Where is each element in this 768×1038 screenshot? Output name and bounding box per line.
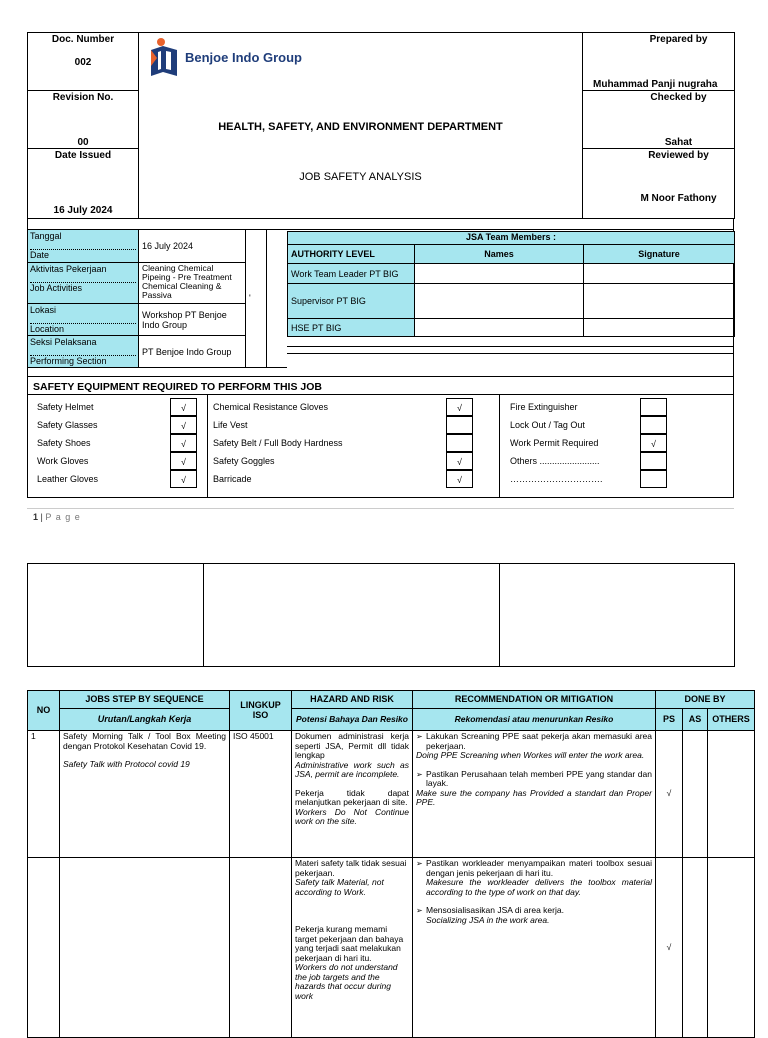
recommendation-text: Pastikan workleader menyampaikan materi toolbox sesuai dengan jenis pekerjaan di hari itu.: [426, 858, 652, 878]
seksi-label: Seksi Pelaksana: [30, 337, 97, 347]
arrow-bullet-icon: [416, 906, 426, 916]
revision-label: Revision No.: [52, 92, 114, 103]
team-name-cell: [415, 319, 584, 337]
recommendation-text: Mensosialisasikan JSA di area kerja.: [426, 905, 564, 915]
equipment-checkbox: [640, 398, 667, 416]
team-title: JSA Team Members :: [288, 232, 735, 245]
job-label: Job Activities: [30, 282, 136, 293]
divider: [207, 394, 208, 498]
col-hazard-sub: Potensi Bahaya Dan Resiko: [292, 709, 413, 731]
section-label: Performing Section: [30, 355, 136, 366]
section-label-cell: [28, 336, 139, 368]
checked-by: Sahat: [664, 137, 693, 148]
lokasi-label: Lokasi: [30, 305, 57, 315]
reviewed-label: Reviewed by: [648, 150, 709, 161]
equipment-label: Chemical Resistance Gloves: [213, 402, 329, 412]
equipment-item: [213, 398, 473, 416]
col-others-header: OTHERS: [708, 709, 755, 731]
equipment-label: Others ........................: [510, 456, 600, 466]
as-check: [683, 731, 708, 858]
equipment-checkbox: √: [170, 398, 197, 416]
row-number: [28, 858, 60, 1038]
arrow-bullet-icon: [416, 859, 426, 878]
ps-check: √: [656, 858, 683, 1038]
equipment-checkbox: √: [170, 470, 197, 488]
divider: [287, 353, 734, 354]
jsa-table: [27, 690, 755, 1038]
col-ps-header: PS: [656, 709, 683, 731]
hazard-text: Pekerja kurang memami target pekerjaan dan bahaya yang terjadi saat melakukan pekerjaan di hari itu.: [295, 924, 404, 963]
job-value: Cleaning Chemical Pipeing - Pre Treatment Chemical Cleaning & Passiva: [139, 263, 246, 304]
recommendation-cell: [413, 858, 656, 1038]
equipment-checkbox: √: [446, 470, 473, 488]
page-number: 1: [33, 512, 39, 522]
hazard-text: Pekerja tidak dapat melanjutkan pekerjaan di site.: [295, 787, 409, 807]
equipment-checkbox: [640, 452, 667, 470]
logo-icon: [149, 36, 179, 78]
equipment-item: [213, 452, 473, 470]
col-rec-sub: Rekomendasi atau menurunkan Resiko: [413, 709, 656, 731]
equipment-label: Leather Gloves: [37, 474, 99, 484]
title-cell: [139, 33, 583, 219]
equipment-checkbox: √: [170, 434, 197, 452]
divider: [499, 394, 500, 498]
col-rec-header: RECOMMENDATION OR MITIGATION: [413, 691, 656, 709]
job-label-cell: [28, 263, 139, 304]
equipment-label: Safety Goggles: [213, 456, 275, 466]
col-steps-header: JOBS STEP BY SEQUENCE: [60, 691, 230, 709]
recommendation-text-en: Makesure the workleader delivers the toolbox material according to the type of work on that day.: [426, 877, 652, 897]
divider: [287, 346, 734, 347]
hazard-text-en: Safety talk Material, not according to Work.: [295, 877, 384, 897]
equipment-item: [37, 434, 197, 452]
equipment-label: Safety Shoes: [37, 438, 91, 448]
empty-cell: [500, 564, 735, 667]
iso-cell: ISO 45001: [230, 731, 292, 858]
equipment-checkbox: √: [446, 398, 473, 416]
reviewed-cell: [583, 149, 735, 219]
others-check: [708, 731, 755, 858]
document-title: JOB SAFETY ANALYSIS: [299, 171, 422, 183]
equipment-item: [213, 470, 473, 488]
date-label: Date: [30, 249, 136, 260]
checked-cell: [583, 91, 735, 149]
equipment-label: Fire Extinguisher: [510, 402, 578, 412]
empty-cell: [28, 564, 204, 667]
equipment-label: Work Permit Required: [510, 438, 599, 448]
equipment-label: Safety Helmet: [37, 402, 94, 412]
team-row-supervisor: Supervisor PT BIG: [288, 284, 415, 319]
ps-check: √: [656, 731, 683, 858]
doc-number-label: Doc. Number: [51, 34, 115, 45]
equipment-col-3: [510, 398, 667, 488]
team-row-leader: Work Team Leader PT BIG: [288, 264, 415, 284]
team-signature-cell: [584, 319, 735, 337]
col-hazard-header: HAZARD AND RISK: [292, 691, 413, 709]
authority-header: AUTHORITY LEVEL: [288, 245, 415, 264]
document-header: [27, 32, 735, 219]
equipment-checkbox: [446, 416, 473, 434]
equipment-label: Safety Belt / Full Body Hardness: [213, 438, 343, 448]
date-value: 16 July 2024: [139, 230, 246, 263]
step-text: Safety Morning Talk / Tool Box Meeting dengan Protokol Kesehatan Covid 19.: [63, 731, 226, 751]
equipment-label: Barricade: [213, 474, 252, 484]
hazard-text-en: Workers do not understand the job targets and the hazards that occur during work: [295, 962, 398, 1001]
equipment-item: [510, 434, 667, 452]
section-value: PT Benjoe Indo Group: [139, 336, 246, 368]
page-word: P a g e: [45, 512, 81, 522]
equipment-col-1: [37, 398, 197, 488]
hazard-cell: [292, 858, 413, 1038]
prepared-label: Prepared by: [649, 34, 708, 45]
company-name: Benjoe Indo Group: [185, 49, 302, 65]
date-issued-value: 16 July 2024: [53, 205, 113, 216]
equipment-checkbox: √: [446, 452, 473, 470]
recommendation-item: [416, 859, 652, 878]
hazard-text-en: Administrative work such as JSA, permit are incomplete.: [295, 759, 409, 779]
equipment-label: Life Vest: [213, 420, 248, 430]
location-value: Workshop PT Benjoe Indo Group: [139, 304, 246, 336]
recommendation-text-en: Doing PPE Screaning when Workes will enter the work area.: [416, 750, 645, 760]
equipment-label: ………………………….: [510, 474, 603, 484]
equipment-item: [37, 398, 197, 416]
arrow-bullet-icon: [416, 770, 426, 789]
step-cell: [60, 731, 230, 858]
recommendation-text-en: Make sure the company has Provided a standart dan Proper PPE.: [416, 787, 652, 807]
page-two-header: [27, 563, 735, 667]
equipment-col-2: [213, 398, 473, 488]
equipment-item: [510, 470, 667, 488]
equipment-item: [213, 416, 473, 434]
equipment-checkbox: [640, 416, 667, 434]
revision-cell: [28, 91, 139, 149]
col-no-header: NO: [28, 691, 60, 731]
aktivitas-label: Aktivitas Pekerjaan: [30, 264, 107, 274]
signature-header: Signature: [584, 245, 735, 264]
equipment-item: [37, 470, 197, 488]
divider: [27, 394, 734, 395]
step-cell: [60, 858, 230, 1038]
equipment-item: [37, 452, 197, 470]
location-label-cell: [28, 304, 139, 336]
equipment-checkbox: [640, 470, 667, 488]
team-name-cell: [415, 284, 584, 319]
equipment-item: [510, 416, 667, 434]
equipment-label: Safety Glasses: [37, 420, 98, 430]
department-title: HEALTH, SAFETY, AND ENVIRONMENT DEPARTMENT: [218, 121, 503, 133]
date-label-cell: [28, 230, 139, 263]
team-name-cell: [415, 264, 584, 284]
equipment-item: [213, 434, 473, 452]
prepared-cell: [583, 33, 735, 91]
equipment-checkbox: √: [640, 434, 667, 452]
table-row: [28, 731, 755, 858]
others-check: [708, 858, 755, 1038]
equipment-item: [510, 452, 667, 470]
divider: [27, 367, 287, 368]
doc-number-value: 002: [74, 57, 92, 68]
team-signature-cell: [584, 264, 735, 284]
tanggal-label: Tanggal: [30, 231, 62, 241]
iso-cell: [230, 858, 292, 1038]
equipment-checkbox: √: [170, 452, 197, 470]
equipment-checkbox: √: [170, 416, 197, 434]
job-info-table: [27, 229, 246, 368]
names-header: Names: [415, 245, 584, 264]
col-done-header: DONE BY: [656, 691, 755, 709]
location-label: Location: [30, 323, 136, 334]
hazard-text: Dokumen administrasi kerja seperti JSA, Permit dll tidak lengkap: [295, 731, 409, 760]
equipment-label: Lock Out / Tag Out: [510, 420, 585, 430]
recommendation-item: [416, 770, 652, 789]
col-iso-header: LINGKUP ISO: [230, 691, 292, 731]
equipment-item: [37, 416, 197, 434]
divider: [27, 376, 734, 377]
recommendation-text: Pastikan Perusahaan telah memberi PPE yang standar dan layak.: [426, 768, 652, 788]
team-signature-cell: [584, 284, 735, 319]
revision-value: 00: [77, 137, 89, 148]
reviewed-by: M Noor Fathony: [640, 193, 717, 204]
team-row-hse: HSE PT BIG: [288, 319, 415, 337]
arrow-bullet-icon: [416, 732, 426, 751]
hazard-text: Materi safety talk tidak sesuai pekerjaan.: [295, 858, 407, 878]
equipment-item: [510, 398, 667, 416]
recommendation-text-en: Socializing JSA in the work area.: [426, 914, 550, 925]
empty-cell: [204, 564, 500, 667]
team-members-table: [287, 231, 735, 337]
col-steps-sub: Urutan/Langkah Kerja: [60, 709, 230, 731]
checked-label: Checked by: [650, 92, 707, 103]
as-check: [683, 858, 708, 1038]
prepared-by: Muhammad Panji nugraha: [593, 79, 718, 90]
recommendation-text: Lakukan Screaning PPE saat pekerja akan memasuki area pekerjaan.: [426, 731, 652, 751]
doc-number-cell: [28, 33, 139, 91]
footer-rule: [27, 508, 734, 509]
date-issued-label: Date Issued: [54, 150, 112, 161]
equipment-title: SAFETY EQUIPMENT REQUIRED TO PERFORM THIS JOB: [33, 381, 322, 393]
row-number: 1: [28, 731, 60, 858]
divider: [266, 229, 267, 367]
stray-mark: ': [249, 293, 251, 303]
equipment-label: Work Gloves: [37, 456, 89, 466]
recommendation-item: [416, 732, 652, 751]
table-row: [28, 858, 755, 1038]
equipment-checkbox: [446, 434, 473, 452]
page-footer: [33, 512, 81, 522]
footer-separator: |: [40, 512, 43, 522]
hazard-cell: [292, 731, 413, 858]
step-text-en: Safety Talk with Protocol covid 19: [63, 759, 190, 769]
divider: [245, 229, 246, 367]
company-logo: [149, 36, 302, 78]
date-issued-cell: [28, 149, 139, 219]
recommendation-cell: [413, 731, 656, 858]
hazard-text-en: Workers Do Not Continue work on the site.: [295, 806, 409, 826]
col-as-header: AS: [683, 709, 708, 731]
